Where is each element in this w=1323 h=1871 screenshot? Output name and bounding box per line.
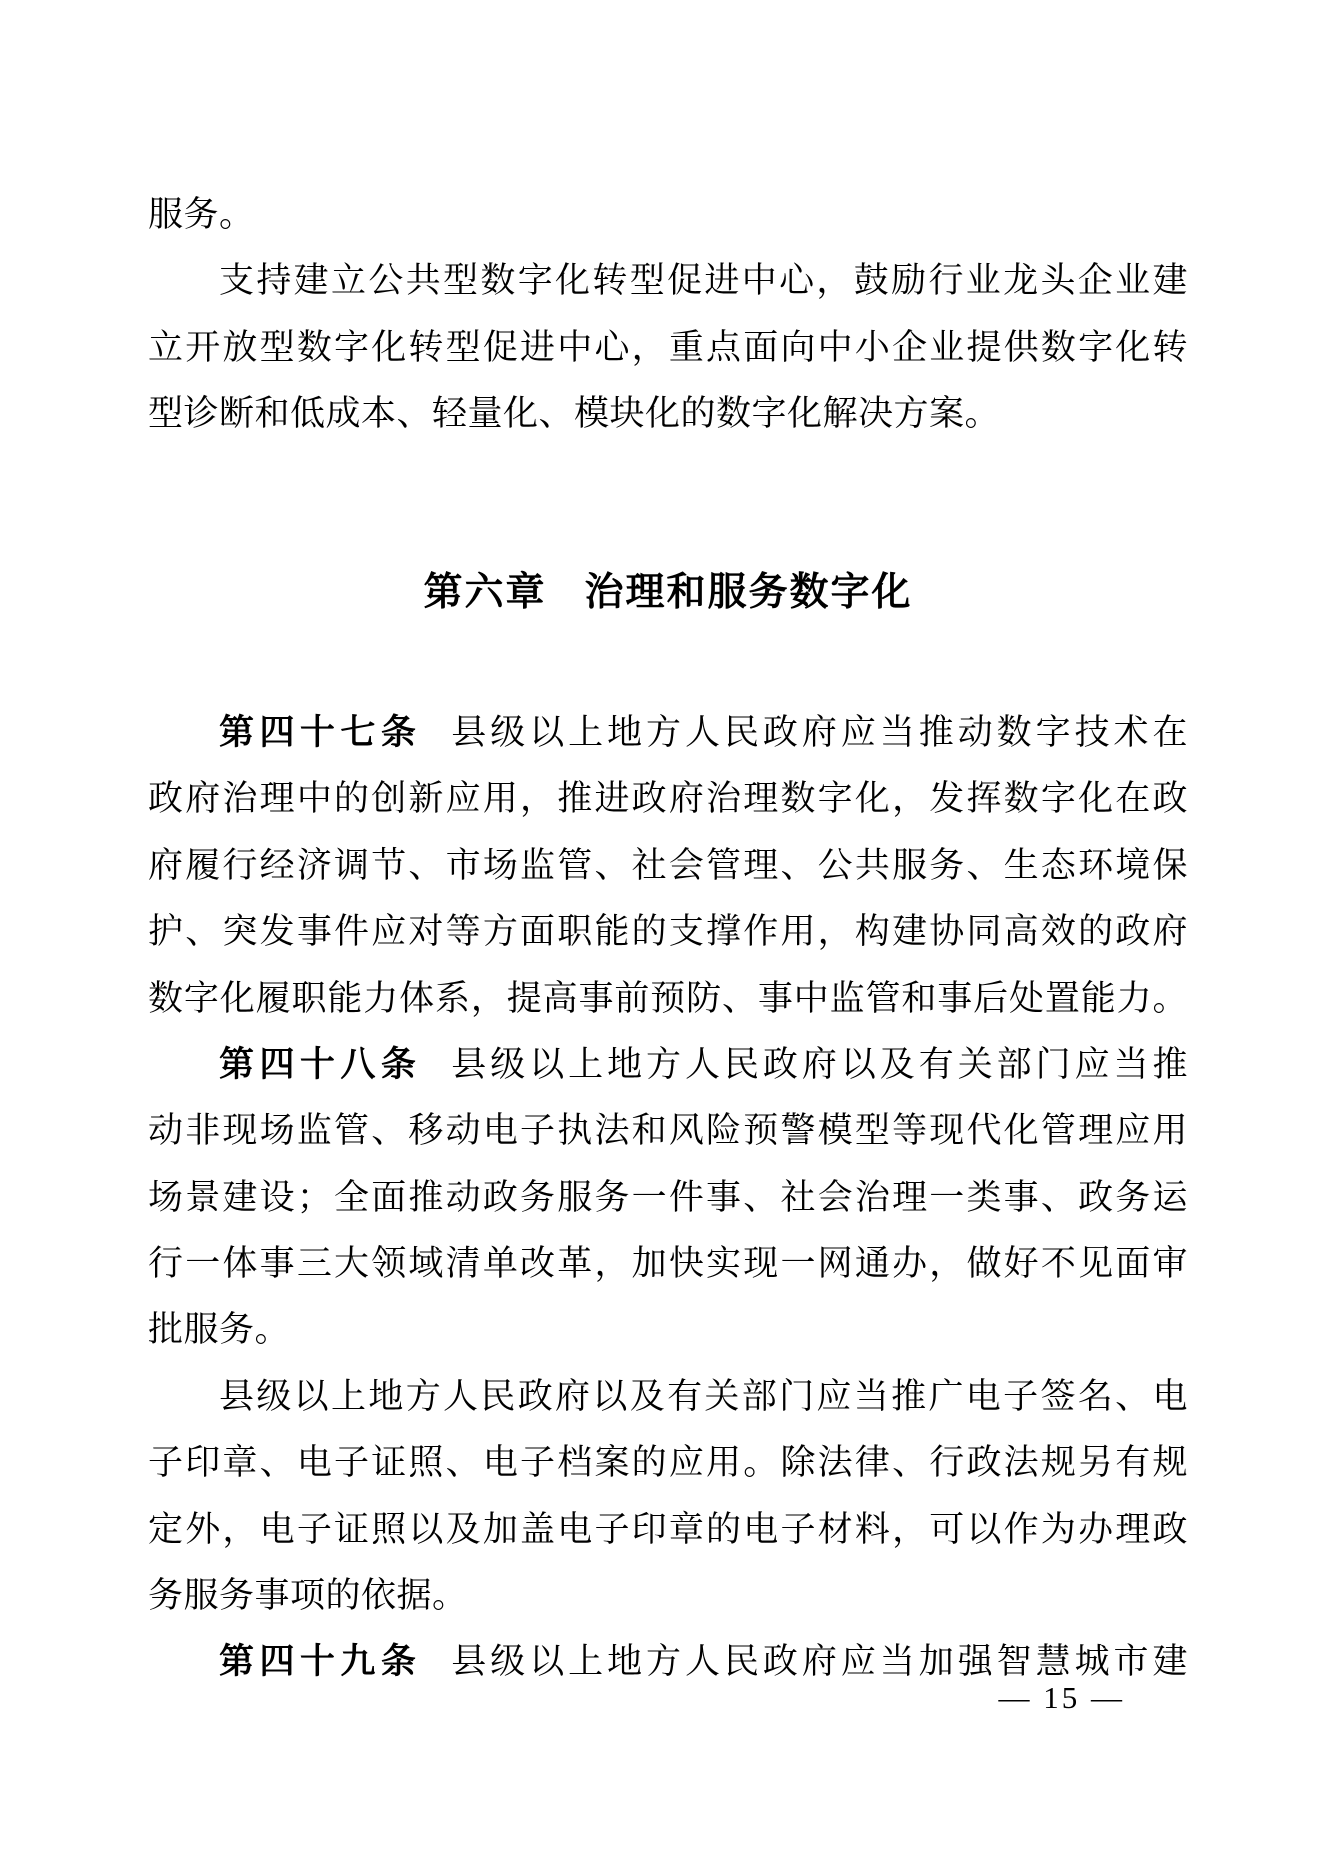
body-line: 服务。 bbox=[148, 195, 255, 234]
body-line: 护、突发事件应对等方面职能的支撑作用，构建协同高效的政府 bbox=[148, 912, 1188, 952]
body-line: 定外，电子证照以及加盖电子印章的电子材料，可以作为办理政 bbox=[148, 1509, 1188, 1549]
body-line: 府履行经济调节、市场监管、社会管理、公共服务、生态环境保 bbox=[148, 845, 1188, 885]
body-line: 政府治理中的创新应用，推进政府治理数字化，发挥数字化在政 bbox=[148, 779, 1188, 819]
body-line: 支持建立公共型数字化转型促进中心，鼓励行业龙头企业建 bbox=[219, 261, 1188, 301]
chapter-heading bbox=[148, 560, 1188, 626]
body-line: 立开放型数字化转型促进中心，重点面向中小企业提供数字化转 bbox=[148, 327, 1188, 367]
body-line: 行一体事三大领域清单改革，加快实现一网通办，做好不见面审 bbox=[148, 1244, 1188, 1284]
body-line: 场景建设；全面推动政务服务一件事、社会治理一类事、政务运 bbox=[148, 1177, 1188, 1217]
body-line: 县级以上地方人民政府以及有关部门应当推广电子签名、电 bbox=[219, 1376, 1188, 1416]
body-line-text: 县级以上地方人民政府以及有关部门应当推 bbox=[451, 1044, 1188, 1084]
body-line-text: 县级以上地方人民政府应当加强智慧城市建 bbox=[451, 1642, 1188, 1682]
body-line: 子印章、电子证照、电子档案的应用。除法律、行政法规另有规 bbox=[148, 1443, 1188, 1483]
body-line bbox=[148, 700, 1188, 766]
article-number: 第四十八条 bbox=[219, 1044, 422, 1084]
body-line: 务服务事项的依据。 bbox=[148, 1576, 468, 1616]
article-number: 第四十七条 bbox=[219, 712, 422, 752]
page-number: — 15 — bbox=[998, 1680, 1125, 1715]
body-line: 批服务。 bbox=[148, 1310, 291, 1350]
article-number: 第四十九条 bbox=[219, 1642, 422, 1682]
body-line bbox=[148, 1032, 1188, 1098]
body-line: 动非现场监管、移动电子执法和风险预警模型等现代化管理应用 bbox=[148, 1111, 1188, 1151]
document-body bbox=[148, 182, 1188, 1696]
body-line: 数字化履职能力体系，提高事前预防、事中监管和事后处置能力。 bbox=[148, 978, 1188, 1018]
body-line-text: 县级以上地方人民政府应当推动数字技术在 bbox=[451, 712, 1188, 752]
body-line: 型诊断和低成本、轻量化、模块化的数字化解决方案。 bbox=[148, 394, 1001, 434]
chapter-label: 第六章 bbox=[423, 570, 547, 614]
chapter-title: 治理和服务数字化 bbox=[584, 570, 913, 614]
